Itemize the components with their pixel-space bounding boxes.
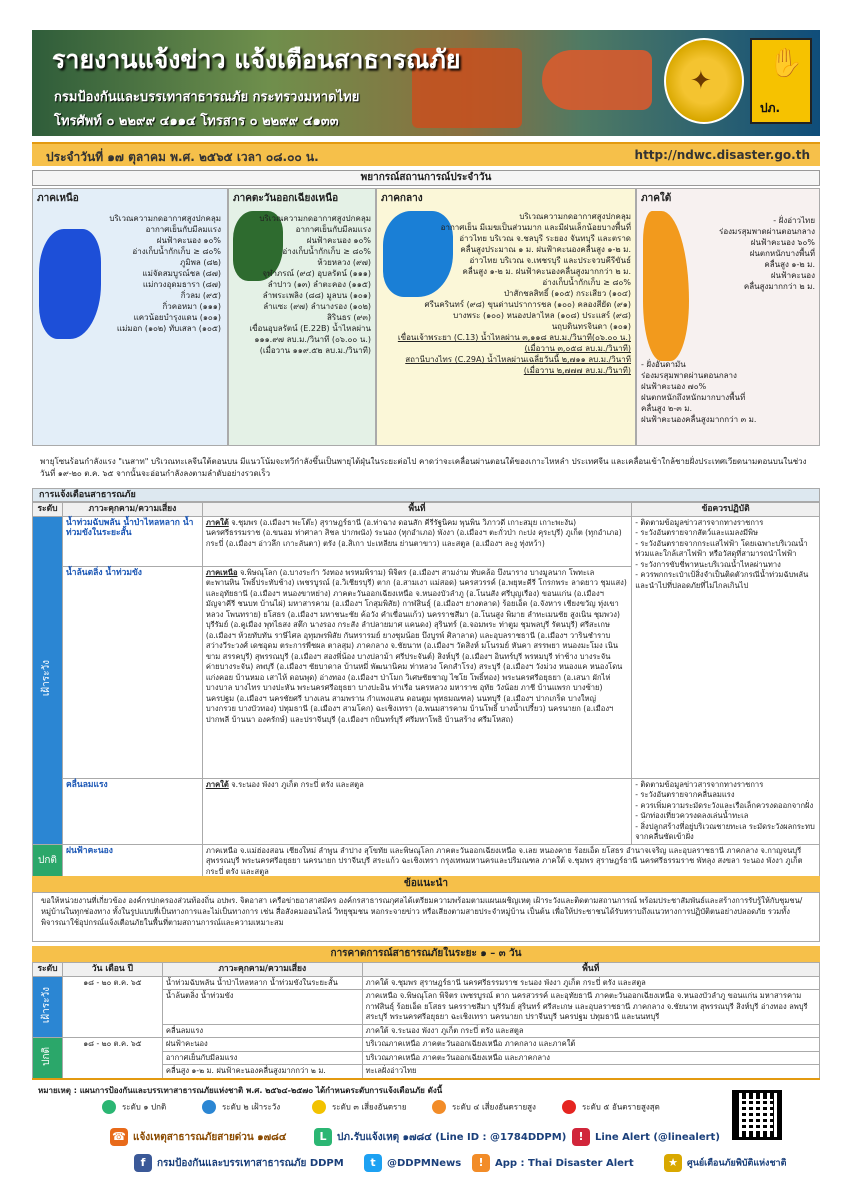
detail-line: ฝนฟ้าคะนอง (770, 271, 815, 280)
hazard-cell: น้ำท่วมฉับพลัน น้ำป่าไหลหลาก น้ำท่วมขังในระยะสั้น (62, 516, 202, 566)
region-northeast (228, 188, 376, 446)
detail-line: - ฝั่งอันดามัน (641, 360, 686, 369)
area-text: จ.ระนอง พังงา ภูเก็ต กระบี่ ตรัง และสตูล (231, 779, 364, 789)
line-alert[interactable] (572, 1128, 720, 1147)
level-3 (312, 1100, 407, 1115)
detail-line: ร่องมรสุมพาดผ่านตอนกลาง (719, 227, 815, 236)
detail-line: ฝนฟ้าคะนอง ๖๐% (750, 238, 815, 247)
level-cell-normal: ปกติ (33, 844, 63, 879)
area-cell (202, 516, 631, 566)
twitter-icon: t (364, 1154, 382, 1172)
detail-line: เขื่อนอุบลรัตน์ (E.22B) น้ำไหลผ่าน (249, 324, 371, 333)
detail-line: (เมื่อวาน ๓,๐๕๘ ลบ.ม./วินาที) (524, 344, 631, 353)
hotline-text: แจ้งเหตุสาธารณภัยสายด่วน ๑๗๘๔ (133, 1132, 287, 1143)
advice-line: - ควรพกกระเป๋าเป้สิ่งจำเป็นติดตัวกรณีน้ำท่วมฉับพลัน และนำไปที่ปลอดภัยที่ไม่ไกลเกินไป (635, 570, 809, 590)
detail-line: ลำแซะ (๙๗) ลำนางรอง (๑๐๒) (263, 302, 371, 311)
advice-text: ขอให้หน่วยงานที่เกี่ยวข้อง องค์กรปกครองส่วนท้องถิ่น อปพร. จิตอาสา เครือข่ายอาสาสมัคร องค์กรสาธารณกุศลได้เตรียมความพร้อมตามแผนเผชิญเหตุ เฝ้าระวังและติดตามสถานการณ์ พร้อมประชาสัมพันธ์และสร้างการรับรู้ให้กับชุมชน/หมู่บ้านในทุกช่องทาง ทั้งในรูปแบบที่เป็นทางการและไม่เป็นทางการ เช่น สื่อสังคมออนไลน์ วิทยุชุมชน หอกระจายข่าว หรือเสียงตามสายประจำหมู่บ้าน เป็นต้น เพื่อให้ประชาชนได้รับทราบถึงแนวทางการปฏิบัติตนอย่างปลอดภัย รวมทั้งพิจารณาใช้อุปกรณ์แจ้งเตือนภัยในพื้นที่ตามสถานการณ์และความเหมาะสม (32, 892, 820, 942)
level-dot-icon (202, 1100, 216, 1114)
detail-line: บางพระ (๑๐๐) หนองปลาไหล (๑๐๘) ประแสร์ (๙๘) (453, 311, 631, 320)
detail-line: อากาศเย็นกับมีลมแรง (295, 225, 371, 234)
column-header: ข้อควรปฏิบัติ (632, 503, 820, 517)
date-cell: ๑๘ - ๒๐ ต.ค. ๖๕ (62, 1038, 162, 1079)
detail-line: อากาศเย็นกับมีลมแรง (145, 225, 221, 234)
detail-line: ๑๑๑.๙๗ ลบ.ม./วินาที (๐๖.๐๐ น.) (254, 335, 371, 344)
level-dot-icon (312, 1100, 326, 1114)
level-1 (102, 1100, 166, 1115)
region-label: ภาคใต้ (205, 779, 229, 789)
region-south (636, 188, 820, 446)
app-text: App : Thai Disaster Alert (495, 1158, 634, 1169)
advice-cell (632, 778, 820, 844)
hazard-cell: อากาศเย็นกับมีลมแรง (162, 1051, 362, 1065)
ministry-seal-icon: ✦ (664, 38, 744, 124)
level-dot-icon (432, 1100, 446, 1114)
hazard-cell: น้ำล้นตลิ่ง น้ำท่วมขัง (62, 566, 202, 778)
hazard-cell: น้ำล้นตลิ่ง น้ำท่วมขัง (162, 990, 362, 1025)
detail-line: แควน้อยบำรุงแดน (๑๐๑) (133, 313, 221, 322)
table-row (33, 844, 820, 879)
advice-line: - ระวังอันตรายจากกระแสไฟฟ้า โดยเฉพาะบริเวณน้ำท่วมและใกล้เสาไฟฟ้า หรือวัสดุที่สามารถนำไฟฟ้า (635, 538, 808, 558)
detail-line: คลื่นสูงประมาณ ๑ ม. ฝนฟ้าคะนองคลื่นสูง ๑-๒ ม. (460, 245, 631, 254)
area-cell: ภาคใต้ จ.ระนอง พังงา ภูเก็ต กระบี่ ตรัง และสตูล (362, 1024, 819, 1038)
app[interactable] (472, 1154, 634, 1173)
south-gulf-details (719, 215, 815, 292)
facebook-icon: f (134, 1154, 152, 1172)
region-label: ภาคเหนือ (205, 567, 238, 577)
detail-line: คลื่นสูงมากกว่า ๒ ม. (743, 282, 815, 291)
area-cell (202, 566, 631, 778)
facebook-text: กรมป้องกันและบรรเทาสาธารณภัย DDPM (157, 1158, 344, 1169)
south-map-icon (643, 211, 689, 361)
detail-line: คลื่นสูง ๑-๒ ม. (764, 260, 815, 269)
line-id-text: ปภ.รับแจ้งเหตุ ๑๗๘๔ (Line ID : @1784DDPM) (337, 1132, 567, 1143)
detail-line: คลื่นสูง ๑-๒ ม. ฝนฟ้าคะนองคลื่นสูงมากกว่า ๒ ม. (462, 267, 631, 276)
level-label: ระดับ ๔ เสี่ยงอันตรายสูง (452, 1102, 536, 1112)
level-2 (202, 1100, 280, 1115)
table-row (33, 516, 820, 566)
hotline (110, 1128, 286, 1147)
area-cell (202, 778, 631, 844)
level-label: เฝ้าระวัง (41, 660, 53, 697)
detail-line: ฝนฟ้าคะนองคลื่นสูงมากกว่า ๓ ม. (641, 415, 757, 424)
table-row (33, 778, 820, 844)
level-label: ระดับ ๕ อันตรายสูงสุด (582, 1102, 660, 1112)
hazard-cell: คลื่นลมแรง (62, 778, 202, 844)
advice-line: - ระวังอันตรายจากคลื่นลมแรง (635, 790, 735, 799)
detail-line: - ฝั่งอ่าวไทย (773, 216, 815, 225)
region-label: ภาคใต้ (205, 517, 229, 527)
detail-line: เขื่อนเจ้าพระยา (C.13) น้ำไหลผ่าน ๓,๑๑๘ ลบ.ม./วินาที(๐๖.๐๐ น.) (397, 333, 631, 342)
report-title: รายงานแจ้งข่าว แจ้งเตือนสาธารณภัย (52, 45, 461, 74)
region-name: ภาคกลาง (381, 193, 423, 204)
report-page (32, 30, 820, 1178)
table-row (33, 1038, 820, 1052)
detail-line: คลื่นสูง ๒-๓ ม. (641, 404, 693, 413)
area-cell: บริเวณภาคเหนือ ภาคตะวันออกเฉียงเหนือ และภาคกลาง (362, 1051, 819, 1065)
detail-line: ร่องมรสุมพาดผ่านตอนกลาง (641, 371, 737, 380)
storm-note: พายุโซนร้อนกำลังแรง "เนสาท" บริเวณทะเลจีนใต้ตอนบน มีแนวโน้มจะทวีกำลังขึ้นเป็นพายุไต้ฝุ่นในระยะต่อไป คาดว่าจะเคลื่อนผ่านตอนใต้ของเกาะไหหลำ ประเทศจีน และเคลื่อนเข้าใกล้ชายฝั่งประเทศเวียดนามตอนบนในช่วงวันที่ ๑๙-๒๐ ต.ค. ๖๕ จากนั้นจะอ่อนกำลังลงตามลำดับอย่างรวดเร็ว (40, 457, 807, 478)
detail-line: บริเวณความกดอากาศสูงปกคลุม (109, 214, 221, 223)
center-emblem-icon: ★ (664, 1154, 682, 1172)
column-header: วัน เดือน ปี (62, 963, 162, 977)
column-header: พื้นที่ (362, 963, 819, 977)
detail-line: บริเวณความกดอากาศสูงปกคลุม (519, 212, 631, 221)
warning-heading: การแจ้งเตือนสาธารณภัย (32, 488, 820, 502)
advice-line: - ระวังการขับขี่พาหนะบริเวณน้ำไหลผ่านทาง (635, 559, 781, 569)
level-cell-watch (33, 976, 63, 1038)
advice-cell (632, 516, 820, 778)
area-cell: ภาคใต้ จ.ชุมพร สุราษฎร์ธานี นครศรีธรรมราช ระนอง พังงา ภูเก็ต กระบี่ ตรัง และสตูล (362, 976, 819, 990)
level-label: ระดับ ๑ ปกติ (122, 1102, 167, 1112)
northeast-details (249, 213, 371, 356)
table-header-row (33, 503, 820, 517)
detail-line: อ่างเก็บน้ำกักเก็บ ≥ ๘๐% (132, 247, 221, 256)
area-text: จ.พิษณุโลก (อ.บางระกำ วังทอง พรหมพิราม) พิจิตร (อ.เมืองฯ สามง่าม ทับคล้อ บึงนาราง บางมูลนาก โพทะเล ตะพานหิน โพธิ์ประทับช้าง) เพชรบูรณ์ (อ.วิเชียรบุรี) ตาก (อ.สามเงา แม่สอด) นครสวรรค์ (อ.พยุหะคีรี โกรกพระ ลาดยาว ชุมแสง) และอุทัยธานี (อ.เมืองฯ หนองขาหย่าง) ภาคตะวันออกเฉียงเหนือ จ.หนองบัวลำภู (อ.โนนสัง ศรีบุญเรือง) ขอนแก่น (อ.เมืองฯ มัญจาคีรี ชนบท บ้านไผ่) มหาสารคาม (อ.เมืองฯ โกสุมพิสัย) กาฬสินธุ์ (อ.เมืองฯ ยางตลาด) ร้อยเอ็ด (อ.จังหาร เชียงขวัญ ทุ่งเขาหลวง โพนทราย) ยโสธร (อ.เมืองฯ มหาชนะชัย ค้อวัง คำเขื่อนแก้ว) นครราชสีมา (อ.โนนสูง พิมาย ลำทะเมนชัย สูงเนิน ชุมพวง) บุรีรัมย์ (อ.คูเมือง พุทไธสง สตึก นางรอง กระสัง ลำปลายมาศ แคนดง) สุรินทร์ (อ.จอมพระ ท่าตูม ชุมพลบุรี รัตนบุรี) ศรีสะเกษ (อ.เมืองฯ ห้วยทับทัน ราษีไศล อุทุมพรพิสัย กันทรารมย์ ยางชุมน้อย บึงบูรพ์ ศิลาลาด) และอุบลราชธานี (อ.เมืองฯ วารินชำราบ สว่างวีระวงศ์ เดชอุดม ตระการพืชผล ตาลสุม) ภาคกลาง จ.ชัยนาท (อ.เมืองฯ วัดสิงห์ มโนรมย์ หันคา สรรพยา หนองมะโมง เนินขาม สรรคบุรี) สุพรรณบุรี (อ.เมืองฯ สองพี่น้อง บางปลาม้า ศรีประจันต์) สิงห์บุรี (อ.เมืองฯ อินทร์บุรี พรหมบุรี ท่าช้าง บางระจัน ค่ายบางระจัน) ลพบุรี (อ.เมืองฯ ชัยบาดาล บ้านหมี่ พัฒนานิคม ท่าหลวง โคกสำโรง) สระบุรี (อ.เมืองฯ วังม่วง หนองแค หนองโดน แก่งคอย บ้านหมอ เสาไห้ ดอนพุด) อ่างทอง (อ.เมืองฯ ป่าโมก วิเศษชัยชาญ ไชโย โพธิ์ทอง) พระนครศรีอยุธยา (อ.เสนา ผักไห่ บางบาล บางไทร บางปะหัน พระนครศรีอยุธยา บางปะอิน ท่าเรือ นครหลวง มหาราช อุทัย วังน้อย ภาชี บ้านแพรก บางซ้าย) นครปฐม (อ.เมืองฯ นครชัยศรี บางเลน สามพราน กำแพงแสน ดอนตูม พุทธมณฑล) นนทบุรี (อ.เมืองฯ ปากเกร็ด บางใหญ่ บางกรวย บางบัวทอง) ปทุมธานี (อ.เมืองฯ สามโคก) ฉะเชิงเทรา (อ.พนมสารคาม บ้านโพธิ์ บางน้ำเปรี้ยว) นครนายก (อ.เมืองฯ ปากพลี บ้านนา องครักษ์) และปราจีนบุรี (อ.เมืองฯ กบินทร์บุรี ศรีมหาโพธิ บ้านสร้าง ศรีมโหสถ) (205, 567, 627, 724)
detail-line: ลำปาว (๑๓) ลำตะคอง (๑๑๕) (267, 280, 371, 289)
twitter-text: @DDPMNews (387, 1158, 462, 1169)
hazard-cell: น้ำท่วมฉับพลัน น้ำป่าไหลหลาก น้ำท่วมขังในระยะสั้น (162, 976, 362, 990)
website-link[interactable]: http://ndwc.disaster.go.th (634, 148, 810, 162)
detail-line: นฤบดินทรจินดา (๑๐๑) (551, 322, 631, 331)
date-bar (32, 142, 820, 166)
hazard-cell: คลื่นสูง ๑-๒ ม. ฝนฟ้าคะนองคลื่นสูงมากกว่า ๒ ม. (162, 1065, 362, 1079)
detail-line: ฝนฟ้าคะนอง ๑๐% (306, 236, 371, 245)
level-dot-icon (102, 1100, 116, 1114)
region-name: ภาคใต้ (641, 193, 672, 204)
advice-line: - ควรเพิ่มความระมัดระวังและเรือเล็กควรงดออกจากฝั่ง (635, 800, 814, 810)
area-cell: ภาคเหนือ จ.พิษณุโลก พิจิตร เพชรบูรณ์ ตาก นครสวรรค์ และอุทัยธานี ภาคตะวันออกเฉียงเหนือ จ.หนองบัวลำภู ขอนแก่น มหาสารคาม กาฬสินธุ์ ร้อยเอ็ด ยโสธร นครราชสีมา บุรีรัมย์ สุรินทร์ ศรีสะเกษ และอุบลราชธานี ภาคกลาง จ.ชัยนาท สุพรรณบุรี สิงห์บุรี อ่างทอง ลพบุรี สระบุรี พระนครศรีอยุธยา ฉะเชิงเทรา นครนายก ปราจีนบุรี นครปฐม ปทุมธานี และนนทบุรี (362, 990, 819, 1025)
line-id[interactable] (314, 1128, 566, 1147)
north-details (109, 213, 221, 334)
phone-icon: ☎ (110, 1128, 128, 1146)
area-cell: ทะเลฝั่งอ่าวไทย (362, 1065, 819, 1079)
detail-line: แม่มอก (๑๐๒) ทับเสลา (๑๐๕) (116, 324, 221, 333)
twitter[interactable] (364, 1154, 461, 1173)
alert-icon: ! (572, 1128, 590, 1146)
region-north (32, 188, 228, 446)
detail-line: อ่าวไทย บริเวณ จ.เพชรบุรี และประจวบคีรีขันธ์ (469, 256, 631, 265)
header-banner (32, 30, 820, 136)
level-label: ระดับ ๒ เฝ้าระวัง (222, 1102, 281, 1112)
level-4 (432, 1100, 536, 1115)
department-name: กรมป้องกันและบรรเทาสาธารณภัย กระทรวงมหาดไทย (54, 90, 360, 105)
ddpm-logo-icon: ✋ ปภ. (750, 38, 812, 124)
level-label: เฝ้าระวัง (41, 986, 53, 1024)
area-cell: บริเวณภาคเหนือ ภาคตะวันออกเฉียงเหนือ ภาคกลาง และภาคใต้ (362, 1038, 819, 1052)
detail-line: สถานีบางไทร (C.29A) น้ำไหลผ่านเฉลี่ยวันนี้ ๒,๗๑๑ ลบ.ม./วินาที (405, 355, 631, 364)
advice-line: - ติดตามข้อมูลข่าวสารจากทางราชการ (635, 779, 764, 789)
center-text: ศูนย์เตือนภัยพิบัติแห่งชาติ (687, 1158, 787, 1169)
level-dot-icon (562, 1100, 576, 1114)
advice-line: - นักท่องเที่ยวควรงดลงเล่นน้ำทะเล (635, 811, 749, 820)
app-icon: ! (472, 1154, 490, 1172)
detail-line: อ่างเก็บน้ำกักเก็บ ≥ ๘๐% (282, 247, 371, 256)
region-name: ภาคตะวันออกเฉียงเหนือ (233, 193, 339, 204)
detail-line: ลำพระเพลิง (๘๘) มูลบน (๑๐๑) (262, 291, 371, 300)
advice-line: - สิ่งปลูกสร้างที่อยู่บริเวณชายทะเล ระมัดระวังผลกระทบจากคลื่นซัดเข้าฝั่ง (635, 821, 815, 841)
detail-line: อ่าวไทย บริเวณ จ.ชลบุรี ระยอง จันทบุรี และตราด (459, 234, 631, 243)
detail-line: แม่กวงอุดมธารา (๘๗) (142, 280, 221, 289)
detail-line: (เมื่อวาน ๑๑๙.๕๒ ลบ.ม./วินาที) (259, 346, 371, 355)
column-header: ภาวะคุกคาม/ความเสี่ยง (62, 503, 202, 517)
contact-numbers: โทรศัพท์ ๐ ๒๒๙๙ ๔๑๑๔ โทรสาร ๐ ๒๒๙๙ ๔๑๓๓ (54, 114, 339, 129)
helicopter-image (542, 50, 652, 110)
line-alert-text: Line Alert (@linealert) (595, 1132, 720, 1143)
region-central (376, 188, 636, 446)
level-cell-watch (33, 516, 63, 844)
detail-line: ฝนตกหนักบางพื้นที่ (749, 249, 815, 258)
detail-line: ห้วยหลวง (๙๗) (317, 258, 371, 267)
level-label: ปกติ (41, 1046, 53, 1066)
forecast-heading: พยากรณ์สถานการณ์ประจำวัน (32, 170, 820, 186)
level-cell-normal (33, 1038, 63, 1079)
detail-line: สิรินธร (๙๓) (327, 313, 371, 322)
detail-line: ศรีนครินทร์ (๙๘) ขุนด่านปราการชล (๑๐๐) คลองสียัด (๙๑) (424, 300, 631, 309)
level-label: ระดับ ๓ เสี่ยงอันตราย (332, 1102, 407, 1112)
south-andaman-details (641, 359, 756, 425)
column-header: พื้นที่ (202, 503, 631, 517)
column-header: ระดับ (33, 503, 63, 517)
region-name: ภาคเหนือ (37, 193, 79, 204)
detail-line: ป่าสักชลสิทธิ์ (๑๐๕) กระเสียว (๑๐๔) (503, 289, 631, 298)
level-note: หมายเหตุ : แผนการป้องกันและบรรเทาสาธารณภัยแห่งชาติ พ.ศ. ๒๕๖๔-๒๕๗๐ ได้กำหนดระดับการแจ้งเตือนภัย ดังนี้ (38, 1086, 443, 1095)
detail-line: ฝนฟ้าคะนอง ๗๐% (641, 382, 707, 391)
table-header-row (33, 963, 820, 977)
north-map-icon (39, 229, 101, 339)
advice-line: - ระวังอันตรายจากสัตว์และแมลงมีพิษ (635, 528, 759, 537)
area-cell: ภาคเหนือ จ.แม่ฮ่องสอน เชียงใหม่ ลำพูน ลำปาง สุโขทัย และพิษณุโลก ภาคตะวันออกเฉียงเหนือ จ.เลย หนองคาย ร้อยเอ็ด ยโสธร อำนาจเจริญ และอุบลราชธานี ภาคกลาง จ.กาญจนบุรี สุพรรณบุรี พระนครศรีอยุธยา นครนายก ปราจีนบุรี สระแก้ว ฉะเชิงเทรา กรุงเทพมหานครและปริมณฑล ภาคใต้ จ.ชุมพร สุราษฎร์ธานี นครศรีธรรมราช พัทลุง สงขลา ระนอง พังงา ภูเก็ต กระบี่ ตรัง และสตูล (202, 844, 819, 879)
forecast3-heading: การคาดการณ์สาธารณภัยในระยะ ๑ – ๓ วัน (32, 946, 820, 962)
warning-center (664, 1154, 786, 1173)
level-legend (102, 1100, 662, 1118)
column-header: ภาวะคุกคาม/ความเสี่ยง (162, 963, 362, 977)
central-details (398, 211, 631, 376)
report-date: ประจำวันที่ ๑๗ ตุลาคม พ.ศ. ๒๕๖๕ เวลา ๐๘.๐๐ น. (46, 150, 319, 164)
hazard-cell: คลื่นลมแรง (162, 1024, 362, 1038)
advice-heading: ข้อแนะนำ (32, 876, 820, 892)
detail-line: แม่จัดสมบูรณ์ชล (๘๗) (142, 269, 221, 278)
footer (32, 1078, 820, 1178)
line-icon: L (314, 1128, 332, 1146)
detail-line: บริเวณความกดอากาศสูงปกคลุม (259, 214, 371, 223)
hazard-cell: ฝนฟ้าคะนอง (162, 1038, 362, 1052)
level-5 (562, 1100, 660, 1115)
detail-line: (เมื่อวาน ๒,๗๗๗ ลบ.ม./วินาที) (523, 366, 631, 375)
detail-line: จุฬาภรณ์ (๙๔) อุบลรัตน์ (๑๑๑) (262, 269, 371, 278)
detail-line: กิ่วลม (๙๕) (180, 291, 221, 300)
table-row (33, 976, 820, 990)
qr-code-icon[interactable] (732, 1090, 782, 1140)
detail-line: ฝนตกหนักถึงหนักมากบางพื้นที่ (641, 393, 746, 402)
advice-line: - ติดตามข้อมูลข่าวสารจากทางราชการ (635, 517, 764, 527)
detail-line: ภูมิพล (๘๒) (180, 258, 221, 267)
hazard-cell: ฝนฟ้าคะนอง (62, 844, 202, 879)
warning-table (32, 502, 820, 879)
facebook[interactable] (134, 1154, 344, 1173)
detail-line: อ่างเก็บน้ำกักเก็บ ≥ ๘๐% (542, 278, 631, 287)
area-text: จ.ชุมพร (อ.เมืองฯ พะโต๊ะ) สุราษฎร์ธานี (อ.ท่าฉาง ดอนสัก คีรีรัฐนิคม พุนพิน วิภาวดี เกาะสมุย เกาะพะงัน) นครศรีธรรมราช (อ.ขนอม ท่าศาลา สิชล ปากพนัง) ระนอง (ทุกอำเภอ) พังงา (อ.เมืองฯ ตะกั่วป่า กะปง คุระบุรี) ภูเก็ต (ทุกอำเภอ) กระบี่ (อ.เมืองฯ อ่าวลึก เกาะลันตา) ตรัง (อ.สิเกา ปะเหลียน ย่านตาขาว) และสตูล (อ.เมืองฯ ละงู ทุ่งหว้า) (205, 517, 622, 548)
forecast3-table (32, 962, 820, 1079)
detail-line: อากาศเย็น มีเมฆเป็นส่วนมาก และมีฝนเล็กน้อยบางพื้นที่ (440, 223, 631, 232)
logo-text: ปภ. (760, 101, 781, 115)
date-cell: ๑๘ - ๒๐ ต.ค. ๖๕ (62, 976, 162, 1038)
detail-line: กิ่วคอหมา (๑๑๑) (162, 302, 221, 311)
column-header: ระดับ (33, 963, 63, 977)
detail-line: ฝนฟ้าคะนอง ๑๐% (156, 236, 221, 245)
